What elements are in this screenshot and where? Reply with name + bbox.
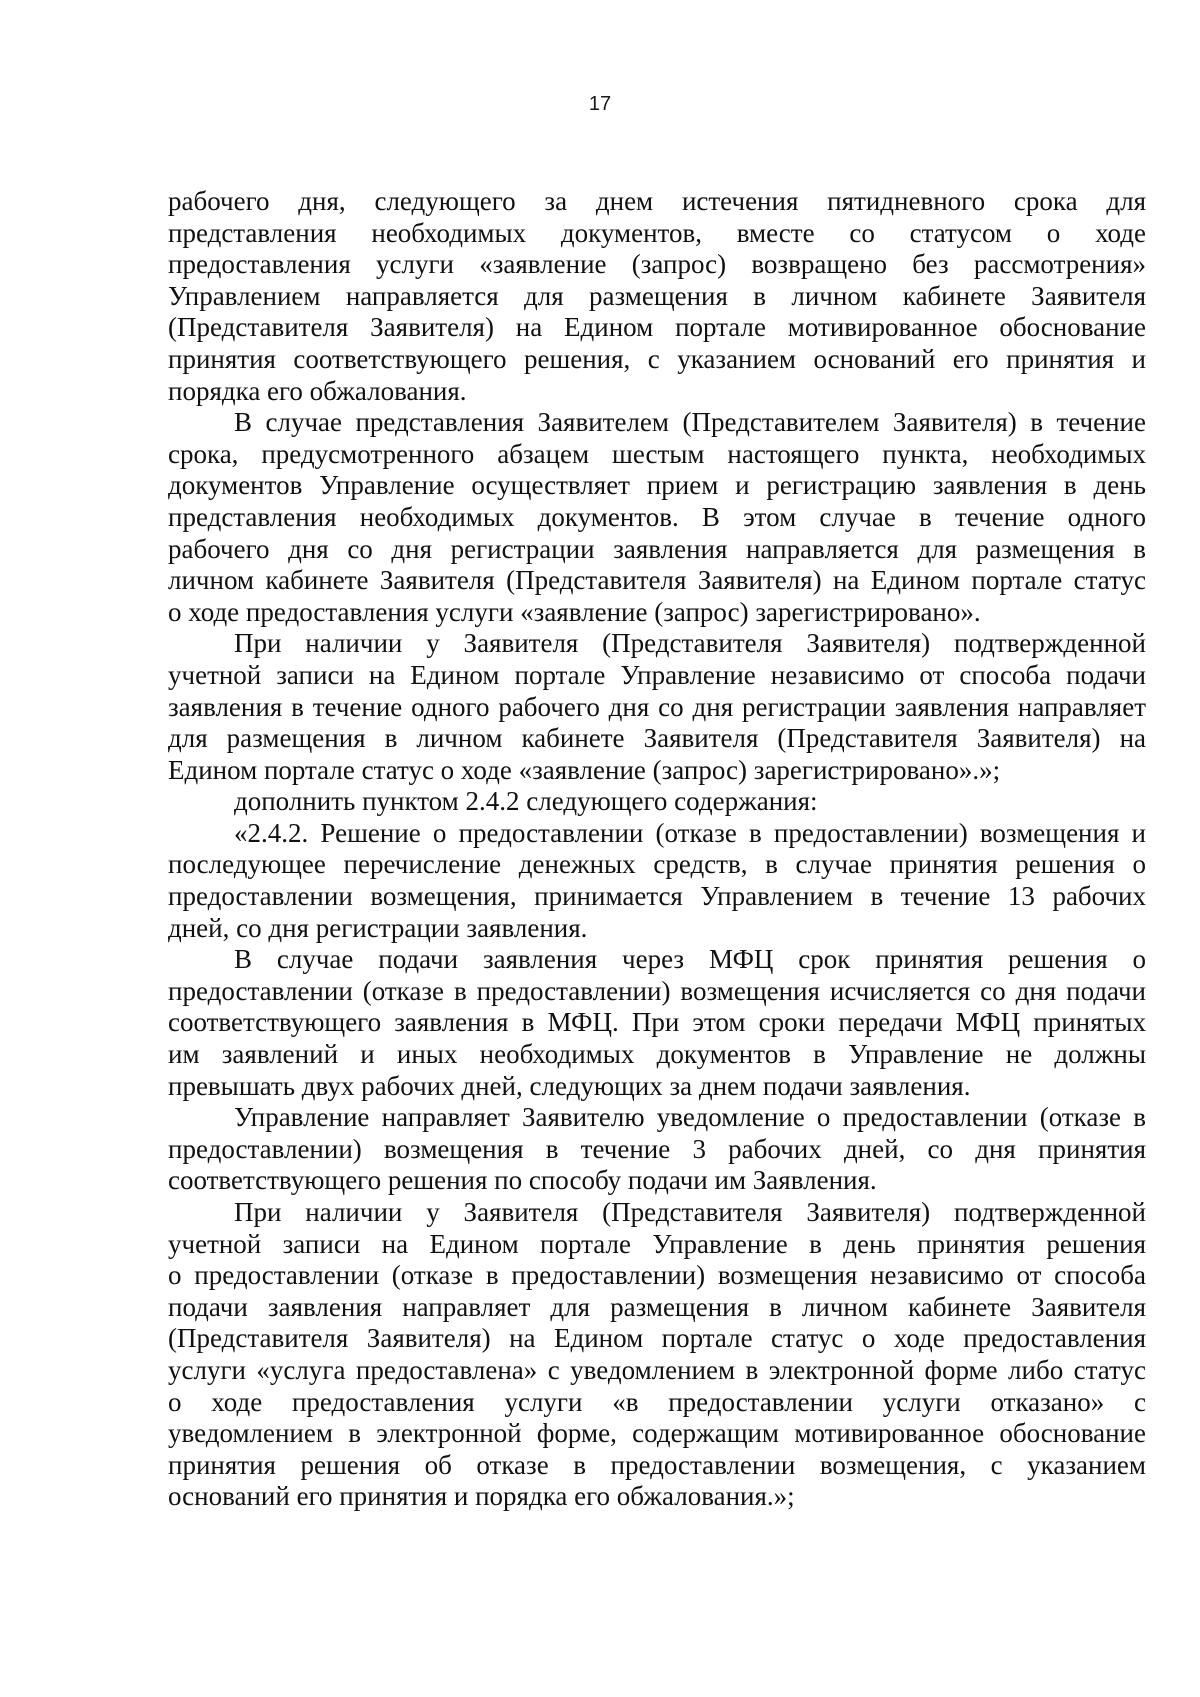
text-line: срока, предусмотренного абзацем шестым настоящего пункта, необходимых	[168, 438, 1146, 469]
text-line: представления необходимых документов, вместе со статусом о ходе	[168, 217, 1146, 248]
text-line: представления необходимых документов. В этом случае в течение одного	[168, 501, 1146, 532]
text-line: В случае представления Заявителем (Представителем Заявителя) в течение	[234, 407, 1146, 438]
text-line: рабочего дня, следующего за днем истечения пятидневного срока для	[168, 186, 1146, 216]
text-line: оснований его принятия и порядка его обжалования.»;	[168, 1481, 795, 1512]
text-line: (Представителя Заявителя) на Едином портале статус о ходе предоставления	[168, 1323, 1146, 1354]
text-line: о ходе предоставления услуги «в предоставлении услуги отказано» с	[168, 1386, 1146, 1417]
text-line: дополнить пунктом 2.4.2 следующего содержания:	[234, 786, 818, 817]
document-body	[168, 186, 1146, 1513]
text-line: учетной записи на Едином портале Управление независимо от способа подачи	[168, 659, 1146, 690]
text-line: При наличии у Заявителя (Представителя Заявителя) подтвержденной	[234, 1197, 1146, 1227]
text-line: рабочего дня со дня регистрации заявления направляется для размещения в	[168, 533, 1146, 564]
text-line: подачи заявления направляет для размещения в личном кабинете Заявителя	[168, 1291, 1146, 1322]
text-line: предоставлении) возмещения в течение 3 рабочих дней, со дня принятия	[168, 1133, 1146, 1164]
page-number: 17	[588, 93, 612, 115]
text-line: соответствующего решения по способу подачи им Заявления.	[168, 1165, 877, 1196]
text-line: принятия соответствующего решения, с указанием оснований его принятия и	[168, 343, 1146, 374]
text-line: заявления в течение одного рабочего дня со дня регистрации заявления направляет	[168, 691, 1146, 722]
text-line: дней, со дня регистрации заявления.	[168, 912, 588, 943]
text-line: учетной записи на Едином портале Управление в день принятия решения	[168, 1228, 1146, 1259]
text-line: При наличии у Заявителя (Представителя Заявителя) подтвержденной	[234, 628, 1146, 659]
text-line: (Представителя Заявителя) на Едином портале мотивированное обоснование	[168, 312, 1146, 343]
text-line: для размещения в личном кабинете Заявителя (Представителя Заявителя) на	[168, 723, 1146, 754]
text-line: превышать двух рабочих дней, следующих за днем подачи заявления.	[168, 1070, 971, 1101]
text-line: порядка его обжалования.	[168, 375, 467, 406]
text-line: услуги «услуга предоставлена» с уведомлением в электронной форме либо статус	[168, 1354, 1146, 1385]
text-line: соответствующего заявления в МФЦ. При этом сроки передачи МФЦ принятых	[168, 1007, 1146, 1038]
text-line: Управление направляет Заявителю уведомление о предоставлении (отказе в	[234, 1102, 1146, 1133]
text-line: Едином портале статус о ходе «заявление (запрос) зарегистрировано».»;	[168, 754, 1001, 785]
text-line: им заявлений и иных необходимых документов в Управление не должны	[168, 1039, 1146, 1070]
text-line: личном кабинете Заявителя (Представителя Заявителя) на Едином портале статус	[168, 565, 1146, 596]
text-line: уведомлением в электронной форме, содержащим мотивированное обоснование	[168, 1418, 1146, 1449]
text-line: В случае подачи заявления через МФЦ срок принятия решения о	[234, 944, 1146, 975]
text-line: предоставлении возмещения, принимается Управлением в течение 13 рабочих	[168, 881, 1146, 912]
text-line: документов Управление осуществляет прием и регистрацию заявления в день	[168, 470, 1146, 501]
text-line: о предоставлении (отказе в предоставлении) возмещения независимо от способа	[168, 1260, 1146, 1291]
text-line: предоставления услуги «заявление (запрос) возвращено без рассмотрения»	[168, 249, 1146, 280]
text-line: последующее перечисление денежных средств, в случае принятия решения о	[168, 849, 1146, 880]
text-line: предоставлении (отказе в предоставлении) возмещения исчисляется со дня подачи	[168, 975, 1146, 1006]
text-line: принятия решения об отказе в предоставлении возмещения, с указанием	[168, 1449, 1146, 1480]
text-line: «2.4.2. Решение о предоставлении (отказе в предоставлении) возмещения и	[234, 817, 1146, 848]
text-line: Управлением направляется для размещения в личном кабинете Заявителя	[168, 280, 1146, 311]
text-line: о ходе предоставления услуги «заявление (запрос) зарегистрировано».	[168, 596, 981, 627]
